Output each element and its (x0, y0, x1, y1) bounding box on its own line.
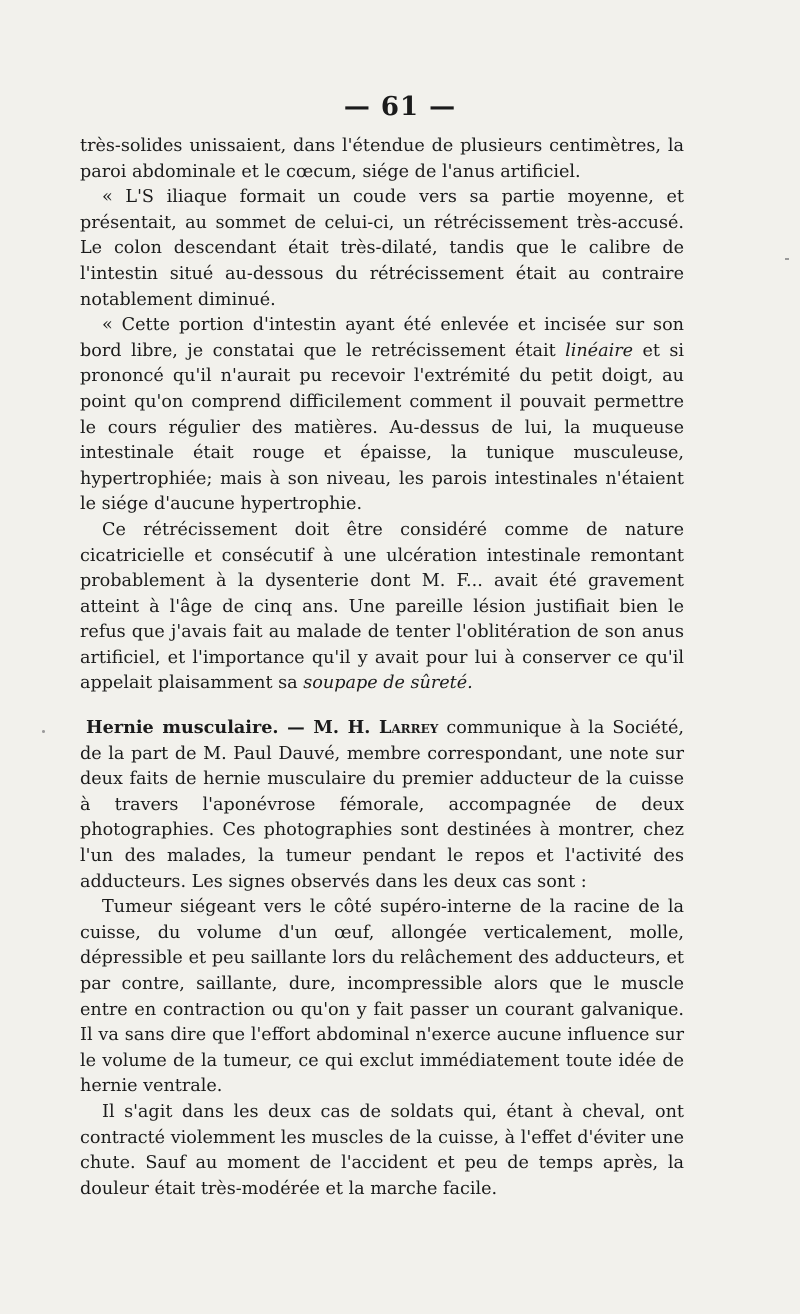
section-heading: Hernie musculaire. — M. H. (86, 717, 379, 739)
paragraph-retrecissement (80, 518, 684, 697)
paragraph-soldats (80, 1100, 684, 1202)
paragraph-text: Tumeur siégeant vers le côté supéro-interne de la racine de la cuisse, du volume d'un œuf, allongée verticalement, molle, dépressible et peu saillante lors du relâchement des adducteurs, et par contre, saillante, dure, incompressible alors que le muscle entre en contraction ou qu'on y fait passer un courant galvanique. Il va sans dire que l'effort abdominal n'exerce aucune influence sur le volume de la tumeur, ce qui exclut immédiatement toute idée de hernie ventrale. (80, 897, 684, 1097)
italic-text: soupape de sûreté. (303, 673, 473, 694)
paragraph-text: Il s'agit dans les deux cas de soldats qui, étant à cheval, ont contracté violemment les muscles de la cuisse, à l'effet d'éviter une chute. Sauf au moment de l'accident et peu de temps après, la douleur était très-modérée et la marche facile. (80, 1101, 684, 1199)
page-body (80, 134, 684, 1202)
section-author: Larrey (378, 717, 439, 739)
paragraph-continuation (80, 134, 684, 185)
paragraph-text: Ce rétrécissement doit être considéré comme de nature cicatricielle et consécutif à une ulcération intestinale remontant probablement à la dysenterie dont M. F... avait été gravement atteint à l'âge de cinq ans. Une pareille lésion justifiait bien le refus que j'avais fait au malade de tenter l'oblitération de son anus artificiel, et l'importance qu'il y avait pour lui à conserver ce qu'il appelait plaisamment sa (80, 519, 684, 694)
margin-speck (785, 258, 789, 260)
paragraph-text: « L'S iliaque formait un coude vers sa partie moyenne, et présentait, au sommet de celui-ci, un rétrécissement très-accusé. Le colon descendant était très-dilaté, tandis que le calibre de l'intestin situé au-dessous du rétrécissement était au contraire notablement diminué. (80, 187, 684, 310)
paragraph-s-iliaque (80, 185, 684, 313)
margin-speck (42, 730, 45, 733)
paragraph-text: « Cette portion d'intestin ayant été enlevée et incisée sur son bord libre, je constatai que le retrécissement était (80, 315, 684, 361)
paragraph-text: communique à la Société, de la part de M. Paul Dauvé, membre correspondant, une note sur deux faits de hernie musculaire du premier adducteur de la cuisse à travers l'aponévrose fémorale, accompagnée de deux photographies. Ces photographies sont destinées à montrer, chez l'un des malades, la tumeur pendant le repos et l'activité des adducteurs. Les signes observés dans les deux cas sont : (80, 718, 685, 892)
italic-text: linéaire (565, 340, 634, 361)
paragraph-text: et si prononcé qu'il n'aurait pu recevoir l'extrémité du petit doigt, au point qu'on comprend difficilement comment il pouvait permettre le cours régulier des matières. Au-dessus de lui, la muqueuse intestinale était rouge et épaisse, la tunique musculeuse, hypertrophiée; mais à son niveau, les parois intestinales n'étaient le siége d'aucune hypertrophie. (80, 340, 685, 515)
paragraph-text: très-solides unissaient, dans l'étendue de plusieurs centimètres, la paroi abdominale et le cœcum, siége de l'anus artificiel. (80, 136, 684, 182)
page-number: — 61 — (343, 92, 457, 122)
section-hernie-musculaire (80, 715, 684, 895)
paragraph-portion-intestin (80, 313, 684, 518)
paragraph-tumeur (80, 895, 684, 1100)
